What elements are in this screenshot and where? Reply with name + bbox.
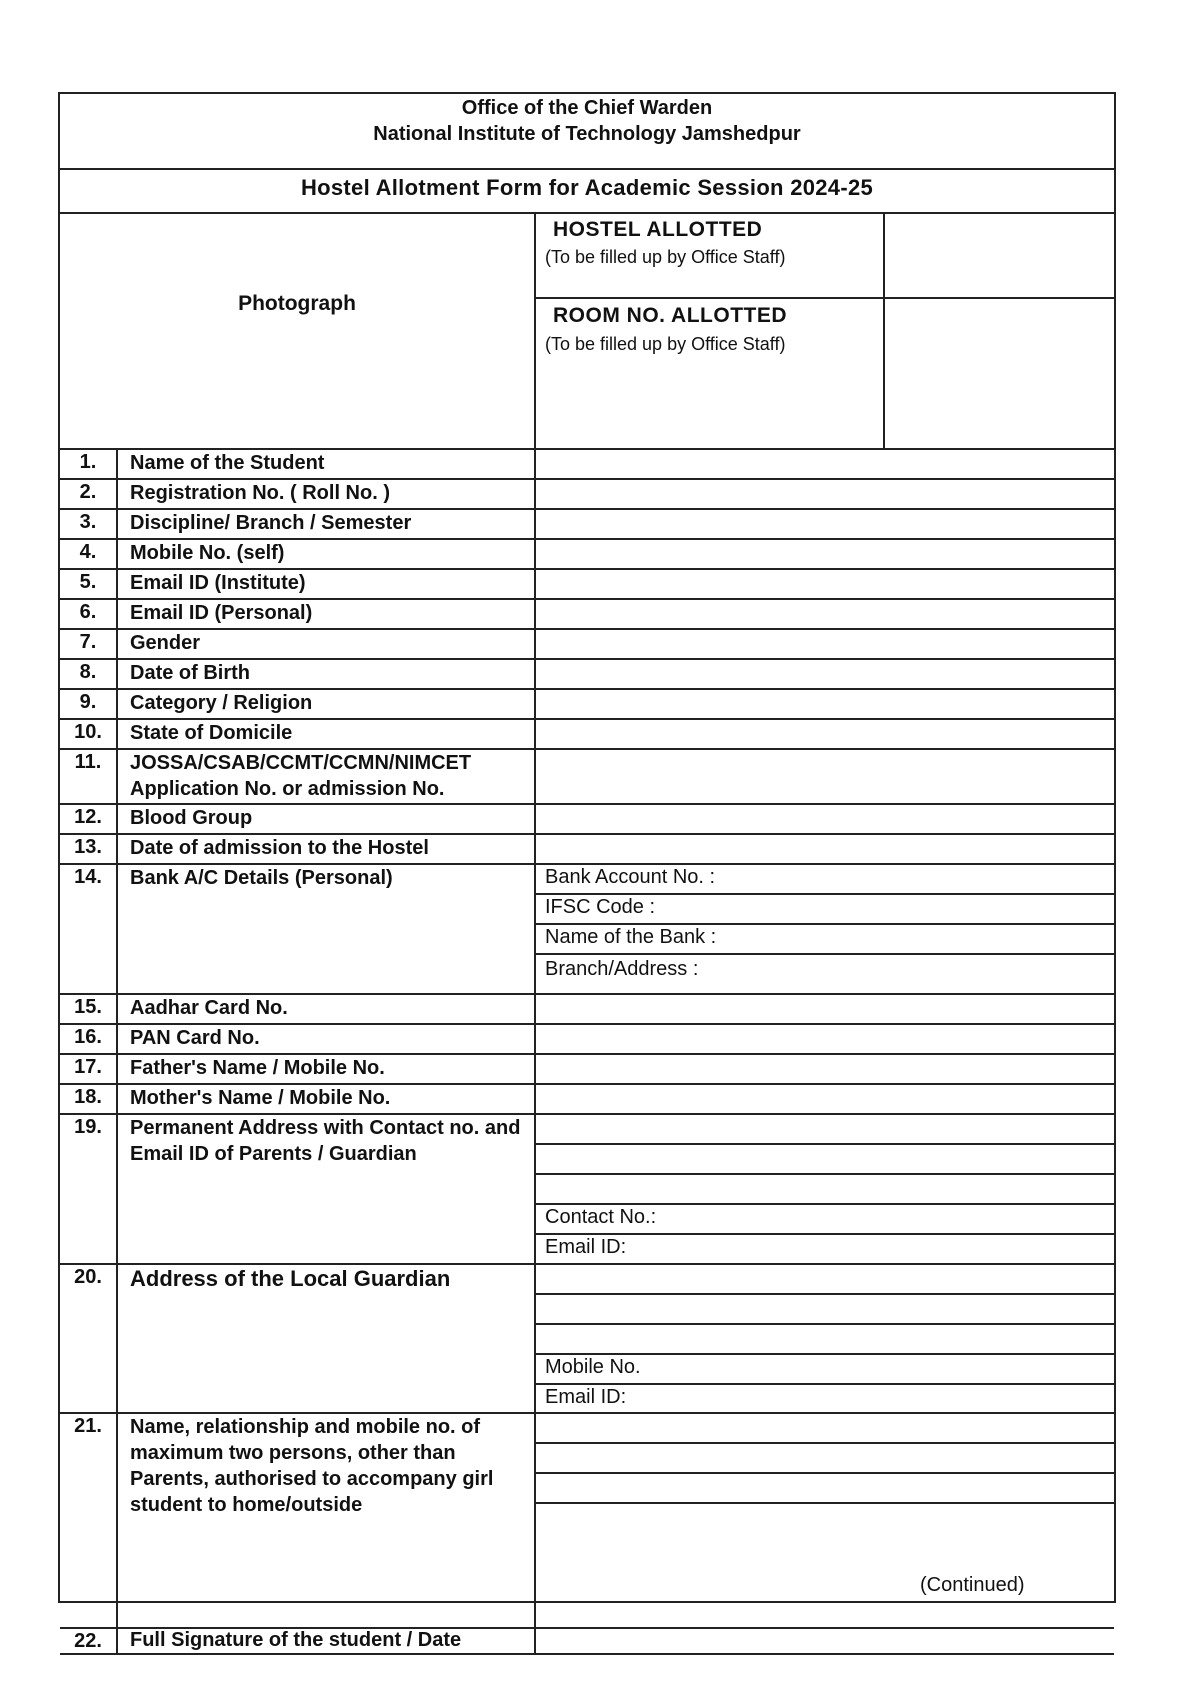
field-number: 16. — [74, 1026, 102, 1048]
field-label-signature: Full Signature of the student / Date — [130, 1629, 462, 1651]
field-label-registration-no: Registration No. ( Roll No. ) — [130, 482, 390, 504]
row-divider — [534, 1383, 1114, 1385]
row-divider — [534, 1173, 1114, 1175]
field-number: 22. — [74, 1630, 102, 1652]
field-number: 3. — [79, 511, 97, 533]
photograph-box: Photograph — [238, 292, 356, 315]
field-number: 11. — [74, 751, 102, 773]
field-number: 2. — [79, 481, 97, 503]
field-number: 20. — [74, 1266, 102, 1288]
guardian-mobile-field[interactable]: Mobile No. — [545, 1356, 641, 1378]
office-title: Office of the Chief Warden — [461, 97, 713, 119]
parent-contact-field[interactable]: Contact No.: — [545, 1206, 657, 1228]
field-label-pan: PAN Card No. — [130, 1027, 260, 1049]
row-divider — [534, 1323, 1114, 1325]
field-label-discipline: Discipline/ Branch / Semester — [130, 512, 412, 534]
hostel-allotment-form — [58, 92, 1116, 1652]
guardian-email-field[interactable]: Email ID: — [545, 1386, 627, 1408]
bank-account-field[interactable]: Bank Account No. : — [545, 866, 716, 888]
divider — [534, 297, 1114, 299]
field-label-authorised-persons: Name, relationship and mobile no. of maximum two persons, other than Parents, authorised to accompany girl student to home/outside — [130, 1416, 494, 1516]
field-number: 1. — [79, 451, 97, 473]
field-label-application-no: JOSSA/CSAB/CCMT/CCMN/NIMCET Application No. or admission No. — [130, 752, 472, 800]
field-label-bank-details: Bank A/C Details (Personal) — [130, 867, 393, 889]
row-divider — [534, 1502, 1114, 1504]
field-label-domicile: State of Domicile — [130, 722, 293, 744]
row-divider — [534, 953, 1114, 955]
field-label-hostel-admission-date: Date of admission to the Hostel — [130, 837, 429, 859]
field-number: 9. — [79, 691, 97, 713]
divider — [60, 212, 1114, 214]
field-number: 18. — [74, 1086, 102, 1108]
row-divider — [60, 1653, 1114, 1655]
field-number: 7. — [79, 631, 97, 653]
field-number: 12. — [74, 806, 102, 828]
institute-title: National Institute of Technology Jamshedpur — [373, 123, 801, 145]
field-number: 19. — [74, 1116, 102, 1138]
field-label-email-institute: Email ID (Institute) — [130, 572, 306, 594]
row-divider — [534, 1203, 1114, 1205]
divider — [60, 168, 1114, 170]
bank-name-field[interactable]: Name of the Bank : — [545, 926, 717, 948]
field-label-mobile-self: Mobile No. (self) — [130, 542, 285, 564]
field-number: 6. — [79, 601, 97, 623]
hostel-allotted-label: HOSTEL ALLOTTED — [553, 218, 763, 241]
row-divider — [534, 1472, 1114, 1474]
field-number: 4. — [79, 541, 97, 563]
room-allotted-note: (To be filled up by Office Staff) — [545, 334, 786, 354]
parent-email-field[interactable]: Email ID: — [545, 1236, 627, 1258]
bank-branch-field[interactable]: Branch/Address : — [545, 958, 699, 980]
field-label-email-personal: Email ID (Personal) — [130, 602, 313, 624]
field-number: 5. — [79, 571, 97, 593]
continued-note: (Continued) — [920, 1574, 1025, 1596]
field-label-gender: Gender — [130, 632, 201, 654]
hostel-allotted-note: (To be filled up by Office Staff) — [545, 247, 786, 267]
row-divider — [60, 628, 1114, 630]
room-allotted-label: ROOM NO. ALLOTTED — [553, 304, 788, 327]
row-divider — [534, 1143, 1114, 1145]
field-label-local-guardian: Address of the Local Guardian — [130, 1266, 451, 1291]
row-divider — [534, 1442, 1114, 1444]
field-number: 14. — [74, 866, 102, 888]
field-label-blood-group: Blood Group — [130, 807, 253, 829]
field-label-aadhar: Aadhar Card No. — [130, 997, 288, 1019]
field-number: 13. — [74, 836, 102, 858]
ifsc-field[interactable]: IFSC Code : — [545, 896, 656, 918]
field-number: 10. — [74, 721, 102, 743]
field-number: 15. — [74, 996, 102, 1018]
field-number: 8. — [79, 661, 97, 683]
field-number: 17. — [74, 1056, 102, 1078]
field-label-permanent-address: Permanent Address with Contact no. and Email ID of Parents / Guardian — [130, 1117, 521, 1165]
row-divider — [534, 1353, 1114, 1355]
row-divider — [534, 1233, 1114, 1235]
field-label-mother: Mother's Name / Mobile No. — [130, 1087, 391, 1109]
field-number: 21. — [74, 1415, 102, 1437]
field-label-father: Father's Name / Mobile No. — [130, 1057, 385, 1079]
field-label-student-name: Name of the Student — [130, 452, 325, 474]
column-divider — [883, 212, 885, 448]
form-title: Hostel Allotment Form for Academic Session 2024-25 — [300, 175, 874, 200]
field-label-category: Category / Religion — [130, 692, 313, 714]
row-divider — [534, 1293, 1114, 1295]
row-divider — [534, 923, 1114, 925]
row-divider — [60, 1263, 1114, 1265]
field-label-date-of-birth: Date of Birth — [130, 662, 250, 684]
row-divider — [534, 893, 1114, 895]
